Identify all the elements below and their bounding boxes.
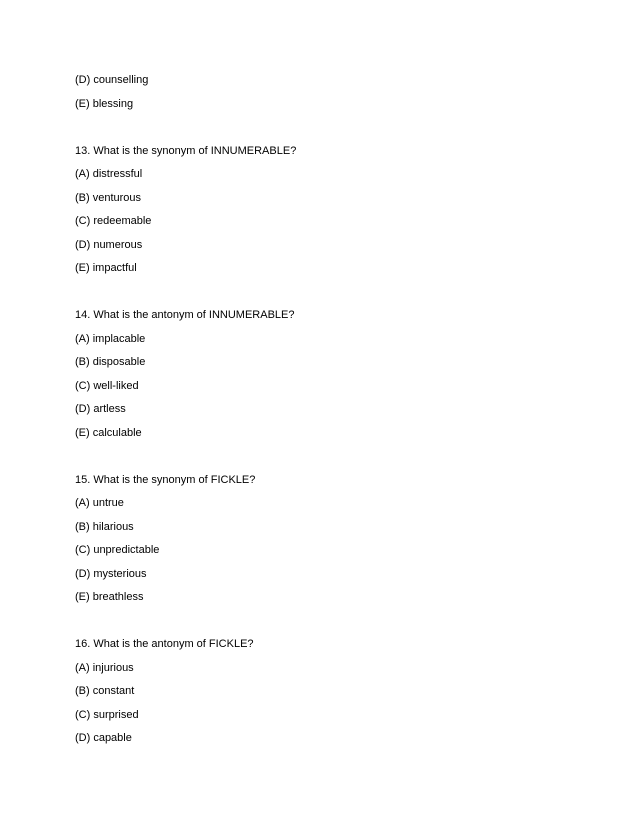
spacer [75,285,595,309]
option-b: (B) constant [75,685,135,697]
question-prompt: 13. What is the synonym of INNUMERABLE? [75,144,297,157]
option-e: (E) breathless [75,591,144,603]
question-14 [75,308,595,440]
option-a: (A) injurious [75,661,134,674]
question-prompt: 14. What is the antonym of INNUMERABLE? [75,309,295,321]
option-c: (C) surprised [75,708,139,721]
option-c: (C) unpredictable [75,544,160,556]
previous-question-options [75,73,595,111]
spacer [75,120,595,144]
option-a: (A) untrue [75,497,124,509]
option-c: (C) redeemable [75,215,152,227]
option-d: (D) artless [75,403,126,415]
option-b: (B) hilarious [75,520,134,533]
question-15 [75,473,595,605]
option-a: (A) distressful [75,168,143,180]
question-13 [75,144,595,276]
option-b: (B) disposable [75,356,146,368]
option-e: (E) impactful [75,262,137,274]
option-d: (D) counselling [75,74,149,86]
spacer [75,614,595,638]
question-prompt: 15. What is the synonym of FICKLE? [75,473,256,486]
option-d: (D) mysterious [75,567,147,580]
option-d: (D) numerous [75,238,143,251]
spacer [75,449,595,473]
option-c: (C) well-liked [75,379,139,392]
option-a: (A) implacable [75,332,146,345]
question-prompt: 16. What is the antonym of FICKLE? [75,638,254,650]
option-d: (D) capable [75,732,132,744]
question-list [75,73,595,755]
option-e: (E) blessing [75,97,134,110]
option-b: (B) venturous [75,191,142,204]
option-e: (E) calculable [75,426,142,439]
question-16 [75,637,595,745]
